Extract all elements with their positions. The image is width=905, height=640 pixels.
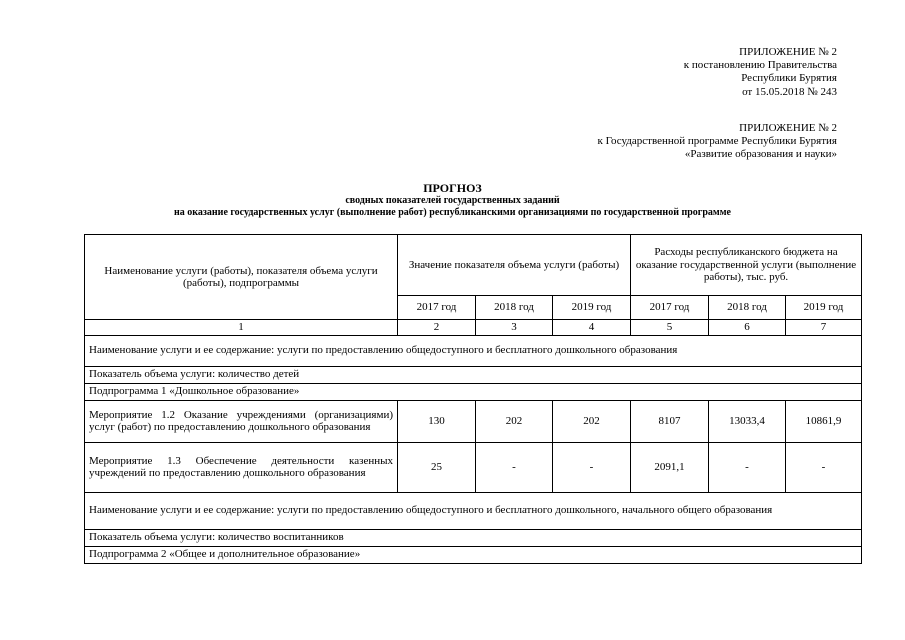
value-cell: 202 xyxy=(553,400,631,442)
value-cell: 2091,1 xyxy=(631,442,709,492)
document-title xyxy=(0,181,905,219)
value-cell: 25 xyxy=(398,442,476,492)
appendix-label: ПРИЛОЖЕНИЕ № 2 xyxy=(739,122,837,134)
header-year-cell: 2017 год xyxy=(398,296,476,320)
appendix-reference: «Развитие образования и науки» xyxy=(684,148,837,161)
appendix-label: ПРИЛОЖЕНИЕ № 2 xyxy=(739,46,837,58)
section-row xyxy=(85,492,862,529)
header-year-cell: 2019 год xyxy=(786,296,862,320)
column-numbers-row xyxy=(85,320,862,336)
section-row xyxy=(85,529,862,546)
section-row xyxy=(85,546,862,563)
table-row xyxy=(85,400,862,442)
value-cell: 13033,4 xyxy=(709,400,786,442)
activity-name-cell: Мероприятие 1.3 Обеспечение деятельности казенных учреждений по предоставлению дошкольного образования xyxy=(85,442,398,492)
section-cell: Подпрограмма 1 «Дошкольное образование» xyxy=(85,383,862,400)
header-year-cell: 2017 год xyxy=(631,296,709,320)
column-number-cell: 5 xyxy=(631,320,709,336)
header-volume-cell: Значение показателя объема услуги (работы) xyxy=(398,235,631,296)
value-cell: - xyxy=(476,442,553,492)
appendix-header-program xyxy=(597,122,837,162)
forecast-table xyxy=(84,234,862,564)
section-cell: Наименование услуги и ее содержание: услуги по предоставлению общедоступного и бесплатного дошкольного, начального общего образования xyxy=(85,492,862,529)
activity-name-cell: Мероприятие 1.2 Оказание учреждениями (организациями) услуг (работ) по предоставлению дошкольного образования xyxy=(85,400,398,442)
value-cell: - xyxy=(709,442,786,492)
column-number-cell: 2 xyxy=(398,320,476,336)
header-name-cell: Наименование услуги (работы), показателя объема услуги (работы), подпрограммы xyxy=(85,235,398,320)
appendix-header-resolution xyxy=(684,46,837,99)
header-year-cell: 2018 год xyxy=(476,296,553,320)
value-cell: 130 xyxy=(398,400,476,442)
column-number-cell: 3 xyxy=(476,320,553,336)
title-subtitle: сводных показателей государственных заданий xyxy=(345,195,560,206)
appendix-reference: к Государственной программе Республики Бурятия xyxy=(597,135,837,148)
header-expenses-cell: Расходы республиканского бюджета на оказание государственной услуги (выполнение работы), тыс. руб. xyxy=(631,235,862,296)
header-year-cell: 2019 год xyxy=(553,296,631,320)
section-row xyxy=(85,383,862,400)
value-cell: 10861,9 xyxy=(786,400,862,442)
column-number-cell: 1 xyxy=(85,320,398,336)
header-year-cell: 2018 год xyxy=(709,296,786,320)
value-cell: 8107 xyxy=(631,400,709,442)
value-cell: - xyxy=(786,442,862,492)
column-number-cell: 7 xyxy=(786,320,862,336)
section-row xyxy=(85,366,862,383)
section-cell: Подпрограмма 2 «Общее и дополнительное образование» xyxy=(85,546,862,563)
appendix-reference: к постановлению Правительства xyxy=(683,59,837,72)
value-cell: 202 xyxy=(476,400,553,442)
section-cell: Наименование услуги и ее содержание: услуги по предоставлению общедоступного и бесплатного дошкольного образования xyxy=(85,335,862,366)
section-row xyxy=(85,335,862,366)
header-row xyxy=(85,235,862,296)
appendix-reference: Республики Бурятия xyxy=(741,72,837,85)
value-cell: - xyxy=(553,442,631,492)
title-main: ПРОГНОЗ xyxy=(423,181,482,195)
section-cell: Показатель объема услуги: количество детей xyxy=(85,366,862,383)
column-number-cell: 6 xyxy=(709,320,786,336)
table-row xyxy=(85,442,862,492)
section-cell: Показатель объема услуги: количество воспитанников xyxy=(85,529,862,546)
title-subtitle: на оказание государственных услуг (выполнение работ) республиканскими организациями по государственной программе xyxy=(174,207,731,218)
appendix-date: от 15.05.2018 № 243 xyxy=(742,85,837,98)
column-number-cell: 4 xyxy=(553,320,631,336)
